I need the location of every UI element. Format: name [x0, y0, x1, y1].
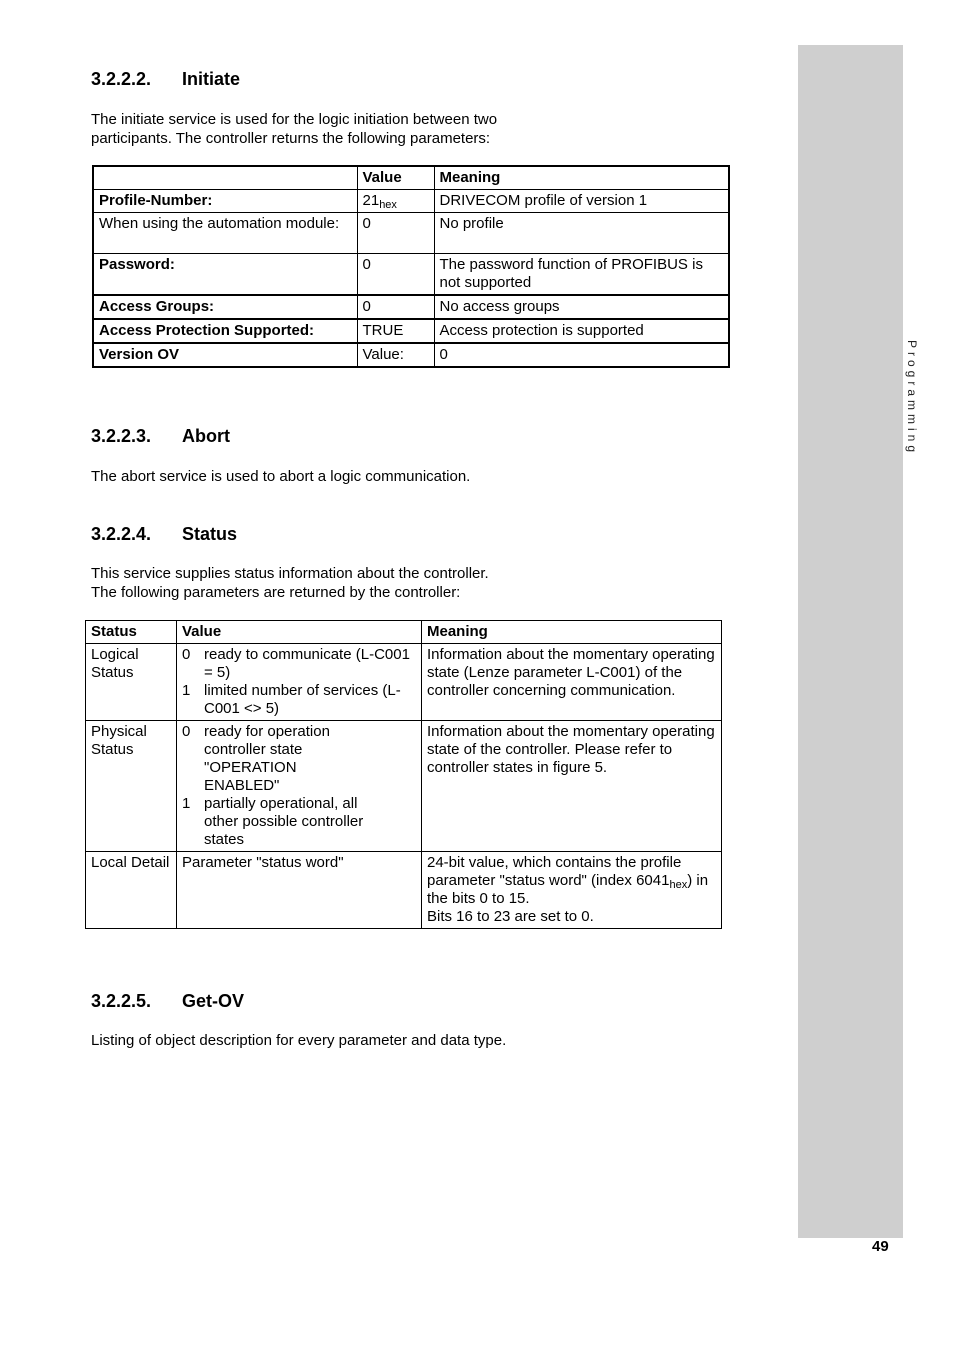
heading-number: 3.2.2.3.	[91, 426, 152, 446]
header-cell: Meaning	[434, 166, 729, 190]
table-row	[86, 721, 722, 852]
value-option	[182, 682, 416, 718]
table-row	[93, 295, 729, 319]
meaning-cell: Information about the momentary operating state (Lenze parameter L-C001) of the controller concerning communication.	[422, 644, 722, 721]
meaning-cell: 0	[434, 343, 729, 367]
table-row	[93, 319, 729, 343]
meaning-cell: DRIVECOM profile of version 1	[434, 190, 729, 213]
option-text: limited number of services (L-C001 <> 5)	[204, 682, 401, 717]
intro-line-1: The initiate service is used for the logic initiation between two	[91, 111, 498, 128]
heading-title: Get-OV	[182, 991, 245, 1011]
sidebar-band	[798, 45, 903, 1238]
table-row	[86, 852, 722, 929]
header-cell: Value	[177, 621, 422, 644]
abort-text: The abort service is used to abort a logic communication.	[91, 468, 471, 485]
meaning-text: ) in the bits 0 to 15.	[427, 872, 709, 907]
value-text: 21	[362, 192, 380, 209]
table-header-row	[86, 621, 722, 644]
table-row	[86, 644, 722, 721]
header-cell: Status	[86, 621, 177, 644]
value-cell: 0	[357, 295, 434, 319]
heading-title: Initiate	[182, 69, 241, 89]
meaning-text: 24-bit value, which contains the profile parameter "status word" (index 6041	[427, 854, 682, 889]
option-text: partially operational, all other possible controller states	[204, 795, 364, 848]
initiate-intro	[91, 110, 691, 148]
status-intro	[91, 564, 691, 602]
value-cell	[357, 190, 434, 213]
page-number: 49	[872, 1238, 889, 1255]
status-cell: Local Detail	[86, 852, 177, 929]
value-cell: TRUE	[357, 319, 434, 343]
intro-line-2: participants. The controller returns the following parameters:	[91, 130, 491, 147]
heading-number: 3.2.2.5.	[91, 991, 152, 1011]
param-cell: Profile-Number:	[93, 190, 357, 213]
param-cell: Password:	[93, 254, 357, 296]
param-cell: Access Groups:	[93, 295, 357, 319]
table-row	[93, 254, 729, 296]
param-cell: When using the automation module:	[93, 213, 357, 254]
status-cell: Logical Status	[86, 644, 177, 721]
meaning-text: Bits 16 to 23 are set to 0.	[427, 908, 594, 925]
meaning-cell: No access groups	[434, 295, 729, 319]
table-row	[93, 343, 729, 367]
param-cell: Access Protection Supported:	[93, 319, 357, 343]
heading-getov	[91, 991, 244, 1012]
intro-line-2: The following parameters are returned by the controller:	[91, 584, 461, 601]
value-cell	[177, 721, 422, 852]
header-cell: Value	[357, 166, 434, 190]
value-cell: 0	[357, 213, 434, 254]
table-row	[93, 213, 729, 254]
option-key: 1	[182, 682, 191, 699]
option-text: ready to communicate (L-C001 = 5)	[204, 646, 410, 681]
option-key: 1	[182, 795, 191, 812]
value-option	[182, 646, 416, 682]
meaning-cell: Access protection is supported	[434, 319, 729, 343]
value-subscript: hex	[379, 199, 397, 211]
value-option	[182, 795, 416, 849]
heading-initiate	[91, 69, 240, 90]
value-cell: Value:	[357, 343, 434, 367]
option-key: 0	[182, 723, 191, 740]
option-key: 0	[182, 646, 191, 663]
initiate-table	[92, 165, 730, 368]
heading-title: Abort	[182, 426, 230, 446]
param-cell: Version OV	[93, 343, 357, 367]
status-table	[85, 620, 722, 929]
value-cell: Parameter "status word"	[177, 852, 422, 929]
header-cell: Meaning	[422, 621, 722, 644]
meaning-cell: Information about the momentary operating state of the controller. Please refer to controller states in figure 5.	[422, 721, 722, 852]
value-cell: 0	[357, 254, 434, 296]
status-cell: Physical Status	[86, 721, 177, 852]
value-cell	[177, 644, 422, 721]
heading-abort	[91, 426, 230, 447]
meaning-cell	[422, 852, 722, 929]
intro-line-1: This service supplies status information about the controller.	[91, 565, 489, 582]
header-cell	[93, 166, 357, 190]
heading-title: Status	[182, 524, 238, 544]
meaning-cell: The password function of PROFIBUS is not supported	[434, 254, 729, 296]
getov-text: Listing of object description for every parameter and data type.	[91, 1032, 507, 1049]
chapter-side-label: Programming	[905, 340, 919, 457]
value-option	[182, 723, 416, 795]
option-text: ready for operation controller state "OPERATION ENABLED"	[204, 723, 330, 794]
heading-number: 3.2.2.2.	[91, 69, 152, 89]
table-header-row	[93, 166, 729, 190]
meaning-cell: No profile	[434, 213, 729, 254]
meaning-subscript: hex	[669, 879, 688, 891]
heading-status	[91, 524, 237, 545]
heading-number: 3.2.2.4.	[91, 524, 152, 544]
table-row	[93, 190, 729, 213]
